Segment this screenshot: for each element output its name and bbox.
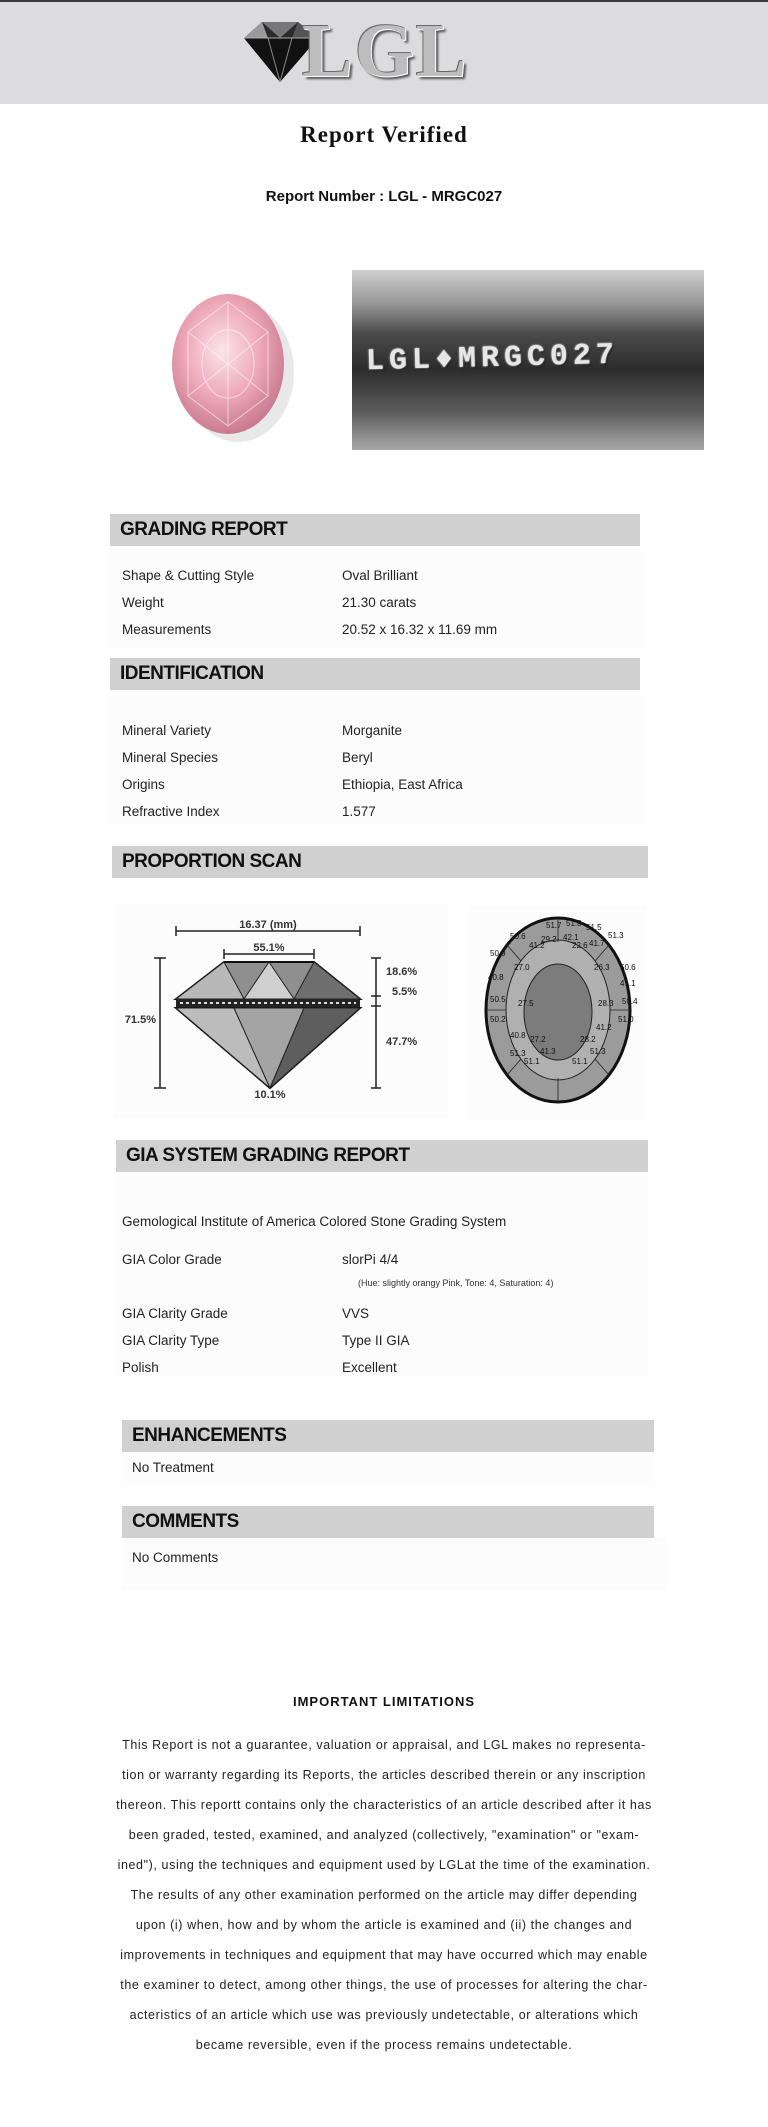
facet-angle-label: 41.3	[540, 1047, 556, 1056]
page-title: Report Verified	[300, 122, 468, 147]
limitations-line: This Report is not a guarantee, valuation or appraisal, and LGL makes no representa-	[122, 1738, 646, 1752]
gia-color-note: (Hue: slightly orangy Pink, Tone: 4, Saturation: 4)	[358, 1278, 554, 1288]
facet-angle-label: 51.1	[572, 1057, 588, 1066]
facet-angle-label: 41.1	[620, 979, 636, 988]
shape-value: Oval Brilliant	[342, 568, 418, 583]
limitations-line: thereon. This reportt contains only the characteristics of an article described after it has	[116, 1798, 652, 1812]
limitations-line: tion or warranty regarding its Reports, the articles described therein or any inscription	[122, 1768, 646, 1782]
limitations-line: became reversible, even if the process remains undetectable.	[195, 2038, 573, 2052]
origins-value: Ethiopia, East Africa	[342, 777, 463, 792]
refractive-index-value: 1.577	[342, 804, 376, 819]
limitations-line: acteristics of an article which use was previously undetectable, or alterations which	[129, 2008, 639, 2022]
refractive-index-label: Refractive Index	[122, 804, 220, 819]
limitations-line: upon (i) when, how and by whom the article is examined and (ii) the changes and	[135, 1918, 633, 1932]
facet-angle-label: 51.5	[586, 923, 602, 932]
width-mm-text: 16.37 (mm)	[239, 919, 297, 931]
identification-title: IDENTIFICATION	[110, 658, 640, 690]
gia-color-grade-label: GIA Color Grade	[122, 1252, 222, 1267]
facet-angle-label: 50.4	[622, 997, 638, 1006]
facet-angle-label: 22.6	[572, 941, 588, 950]
comments-title: COMMENTS	[122, 1506, 654, 1538]
facet-angle-label: 29.2	[541, 935, 557, 944]
shape-label: Shape & Cutting Style	[122, 568, 255, 583]
facet-angle-label: 51.3	[608, 931, 624, 940]
facet-angle-label: 51.0	[618, 1015, 634, 1024]
limitations-line: been graded, tested, examined, and analyzed (collectively, "examination" or "exam-	[128, 1828, 640, 1842]
facet-angle-label: 27.0	[514, 963, 530, 972]
table-pct-text: 55.1%	[253, 942, 285, 954]
facet-angle-label: 50.5	[490, 995, 506, 1004]
polish-label: Polish	[122, 1360, 159, 1375]
culet-pct-text: 10.1%	[254, 1089, 286, 1101]
mineral-species-label: Mineral Species	[122, 750, 219, 765]
facet-angle-label: 41.2	[596, 1023, 612, 1032]
proportion-scan-title: PROPORTION SCAN	[112, 846, 648, 878]
facet-angle-label: 50.9	[490, 949, 506, 958]
enhancements-value: No Treatment	[132, 1460, 214, 1475]
facet-angle-label: 28.3	[598, 999, 614, 1008]
comments-value: No Comments	[132, 1550, 219, 1565]
measurements-label: Measurements	[122, 622, 212, 637]
gia-clarity-type-value: Type II GIA	[342, 1333, 410, 1348]
limitations-line: ined"), using the techniques and equipment used by LGLat the time of the examination.	[117, 1858, 651, 1872]
origins-label: Origins	[122, 777, 165, 792]
facet-angle-label: 50.2	[490, 1015, 506, 1024]
facet-angle-label: 27.2	[530, 1035, 546, 1044]
gia-clarity-grade-label: GIA Clarity Grade	[122, 1306, 228, 1321]
facet-angle-label: 27.5	[518, 999, 534, 1008]
crown-pct-text: 18.6%	[386, 966, 418, 978]
facet-angle-label: 40.8	[510, 1031, 526, 1040]
logo-text: LGL	[302, 9, 469, 93]
header-banner	[0, 0, 768, 104]
report-number: Report Number : LGL - MRGC027	[265, 188, 503, 205]
facet-angle-label: 50.6	[620, 963, 636, 972]
limitations-line: improvements in techniques and equipment that may have occurred which may enable	[120, 1948, 648, 1962]
facet-angle-label: 41.2	[529, 941, 545, 950]
gemstone-photo	[136, 272, 326, 458]
gia-color-grade-value: slorPi 4/4	[342, 1252, 399, 1267]
limitations-line: the examiner to detect, among other things, the use of processes for altering the char-	[120, 1978, 648, 1992]
facet-angle-label: 51.1	[524, 1057, 540, 1066]
gia-clarity-grade-value: VVS	[342, 1306, 370, 1321]
grading-report-title: GRADING REPORT	[110, 514, 640, 546]
weight-value: 21.30 carats	[342, 595, 417, 610]
measurements-value: 20.52 x 16.32 x 11.69 mm	[342, 622, 498, 637]
facet-angle-label: 51.7	[546, 921, 562, 930]
limitations-line: The results of any other examination performed on the article may differ depending	[130, 1888, 638, 1902]
profile-diagram	[114, 904, 448, 1118]
facet-angle-label: 42.1	[563, 933, 579, 942]
facet-angle-label: 28.2	[580, 1035, 596, 1044]
facet-angle-label: 41.7	[589, 939, 605, 948]
facet-angle-label: 40.8	[488, 973, 504, 982]
mineral-variety-label: Mineral Variety	[122, 723, 212, 738]
facet-angle-label: 51.3	[590, 1047, 606, 1056]
limitations-title: IMPORTANT LIMITATIONS	[292, 1694, 476, 1709]
lgl-logo	[232, 9, 492, 94]
girdle-pct-text: 5.5%	[392, 986, 418, 998]
inscription-text: LGL♦MRGC027	[365, 338, 620, 380]
mineral-species-value: Beryl	[342, 750, 373, 765]
inscription-photo	[352, 270, 704, 450]
enhancements-title: ENHANCEMENTS	[122, 1420, 654, 1452]
facet-angle-label: 51.8	[566, 919, 582, 928]
mineral-variety-value: Morganite	[342, 723, 403, 738]
depth-pct-text: 71.5%	[124, 1014, 156, 1026]
facet-diagram	[470, 906, 646, 1120]
pavilion-pct-text: 47.7%	[386, 1036, 418, 1048]
facet-angle-label: 50.6	[510, 932, 526, 941]
facet-angle-label: 26.3	[594, 963, 610, 972]
weight-label: Weight	[122, 595, 164, 610]
facet-angle-label: 51.3	[510, 1049, 526, 1058]
gia-clarity-type-label: GIA Clarity Type	[122, 1333, 220, 1348]
gia-title: GIA SYSTEM GRADING REPORT	[116, 1140, 648, 1172]
polish-value: Excellent	[342, 1360, 397, 1375]
gia-system-text: Gemological Institute of America Colored Stone Grading System	[122, 1214, 507, 1229]
